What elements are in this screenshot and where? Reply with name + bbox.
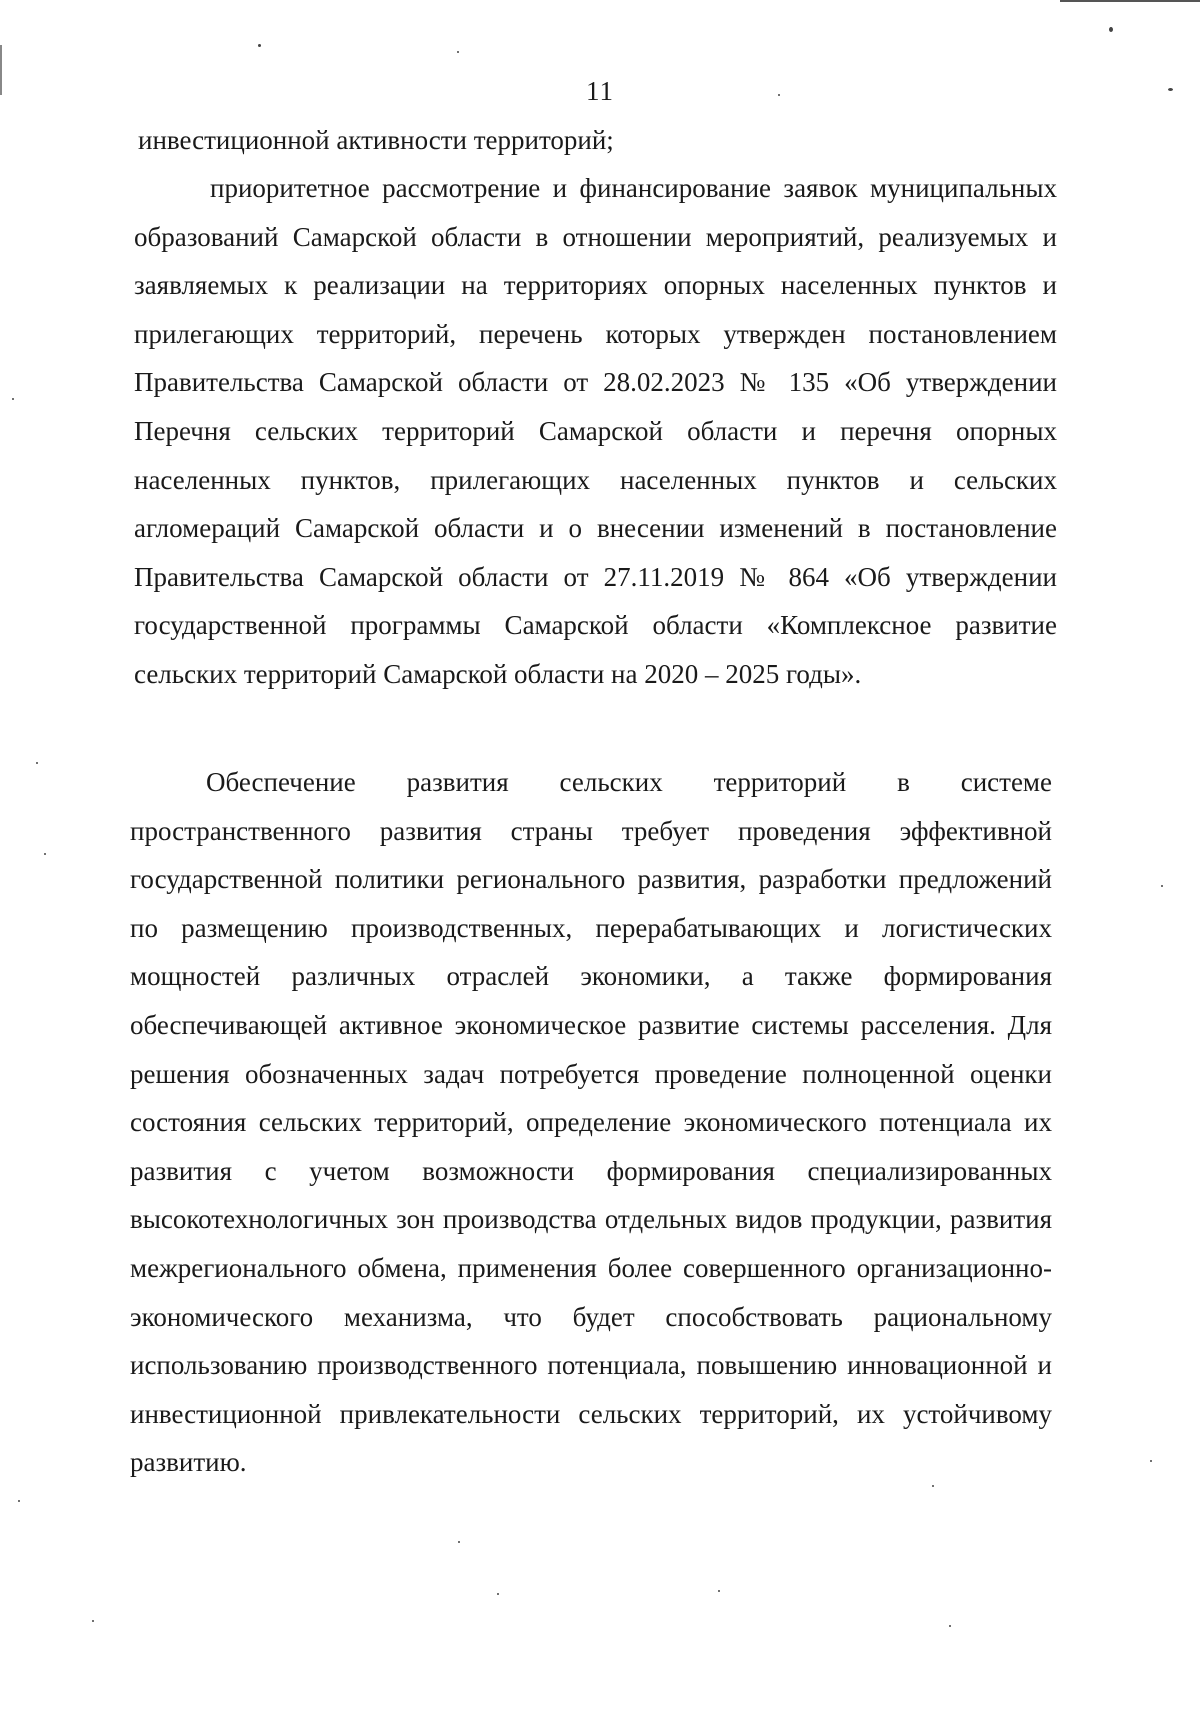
paragraph-text-3: Обеспечение развития сельских территорий в системе пространственного развития страны требует проведения эффективной государственной политики регионального развития, разработки предложений по размещению производственных, перерабатывающих и логистических мощностей различных отраслей экономики, а также формирования обеспечивающей активное экономическое развитие системы расселения. Для решения обозначенных задач потребуется проведение полноценной оценки состояния сельских территорий, определение экономического потенциала их развития с учетом возможности формирования специализированных высокотехнологичных зон производства отдельных видов продукции, развития межрегионального обмена, применения более совершенного организационно-экономического механизма, что будет способствовать рациональному использованию производственного потенциала, повышению инновационной и инвестиционной привлекательности сельских территорий, их устойчивому развитию. — [130, 767, 1052, 1478]
paragraph-rural-development — [130, 758, 1052, 1487]
speck — [1161, 885, 1163, 887]
paragraph-text-2: приоритетное рассмотрение и финансирование заявок муниципальных образований Самарской области в отношении мероприятий, реализуемых и заявляемых к реализации на территориях опорных населенных пунктов и прилегающих территорий, перечень которых утвержден постановлением Правительства Самарской области от 28.02.2023 № 135 «Об утверждении Перечня сельских территорий Самарской области и перечня опорных населенных пунктов, прилегающих населенных пунктов и сельских агломераций Самарской области и о внесении изменений в постановление Правительства Самарской области от 27.11.2019 № 864 «Об утверждении государственной программы Самарской области «Комплексное развитие сельских территорий Самарской области на 2020 – 2025 годы». — [134, 173, 1057, 689]
speck — [497, 1593, 499, 1595]
speck — [458, 1541, 460, 1543]
speck — [778, 94, 780, 96]
speck — [1109, 27, 1113, 32]
paragraph-continuation — [138, 116, 1061, 165]
paragraph-priority-review — [134, 164, 1057, 699]
page-number: 11 — [586, 76, 614, 106]
speck — [457, 51, 459, 53]
speck — [18, 1500, 20, 1502]
speck — [44, 853, 46, 855]
speck — [1168, 88, 1173, 91]
speck — [36, 762, 38, 764]
paragraph-text-1: инвестиционной активности территорий; — [138, 125, 614, 155]
speck — [92, 1620, 94, 1622]
speck — [718, 1590, 720, 1592]
speck — [932, 1485, 934, 1487]
speck — [949, 1625, 951, 1627]
speck — [1150, 1460, 1152, 1462]
speck — [258, 44, 261, 47]
scan-edge-line — [1060, 0, 1200, 2]
speck — [12, 398, 14, 400]
